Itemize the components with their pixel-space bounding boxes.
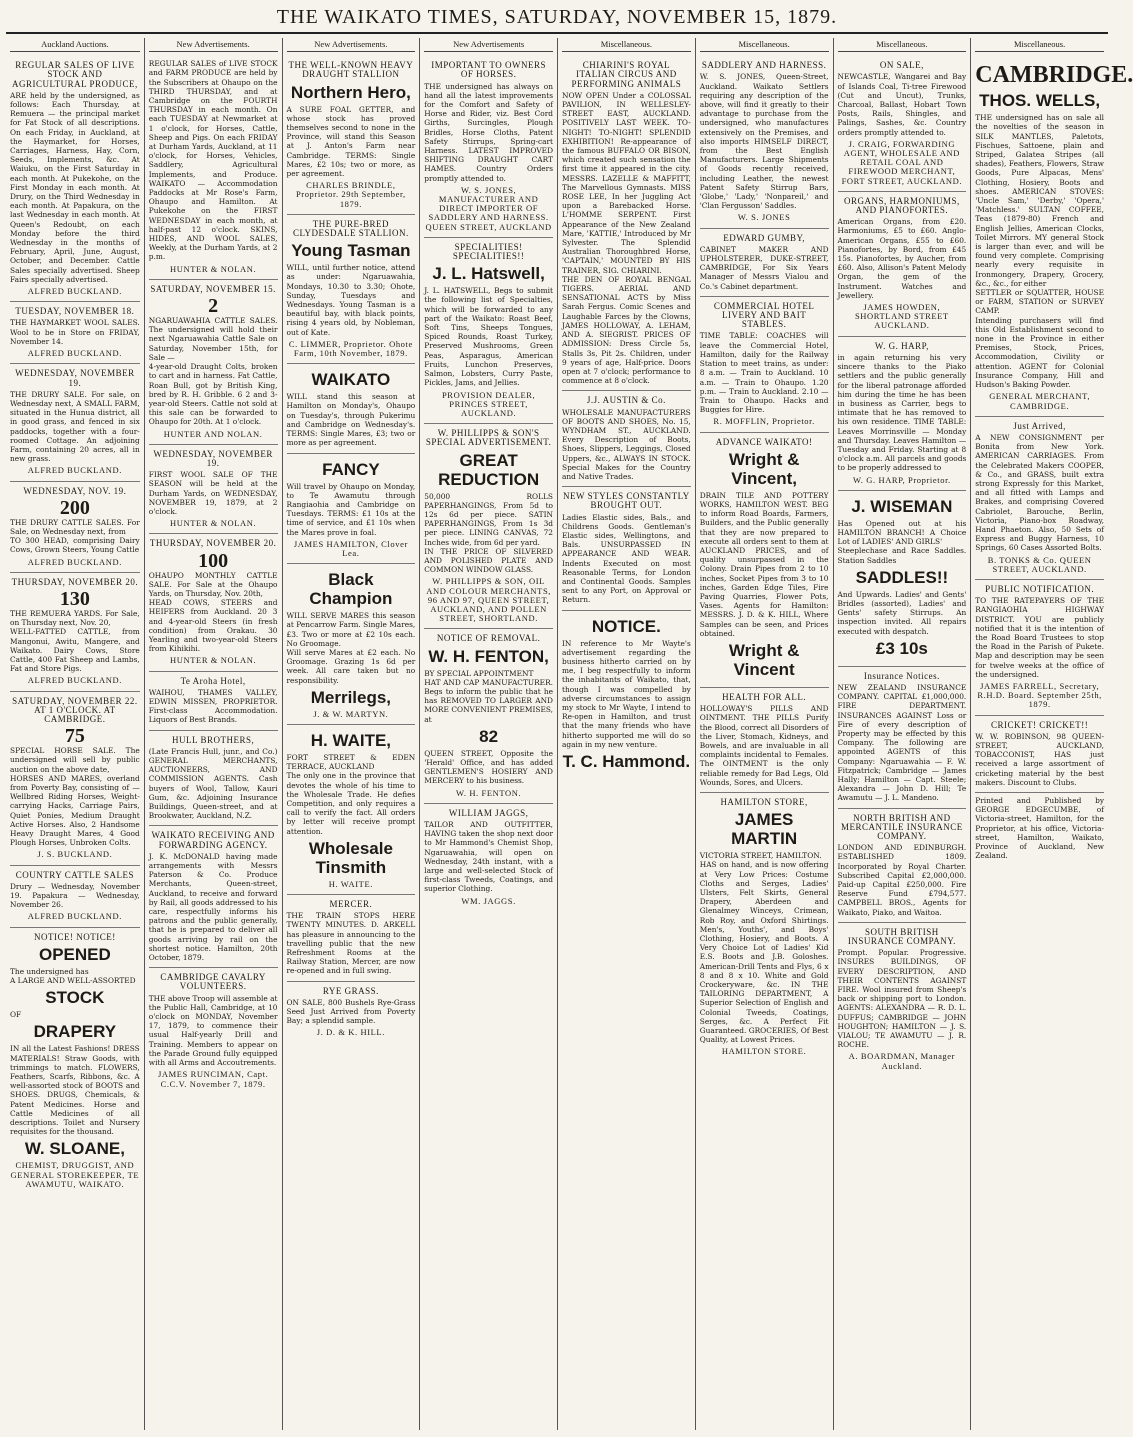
advertisement — [287, 56, 416, 215]
ad-body: VICTORIA STREET, HAMILTON. — [699, 851, 822, 861]
ad-signature: HUNTER & NOLAN. — [170, 518, 257, 529]
ad-big: NOTICE. — [591, 616, 661, 636]
ad-body: HOLLOWAY'S PILLS AND OINTMENT. THE PILLS Purify the Blood, correct all Disorders of the Liver, Stomach, Kidneys, and Bowels, and are invaluable in all complaints incidental to Females. The OINTMENT is the only reliable remedy for Bad Legs, Old Wounds, Sores, and Ulcers. — [699, 704, 829, 787]
advertisement — [424, 56, 553, 238]
ad-big: FANCY — [322, 459, 380, 479]
column-header: New Advertisements. — [149, 40, 278, 52]
ad-signature: ALFRED BUCKLAND. — [27, 556, 122, 567]
ad-heading: Te Aroha Hotel, — [180, 675, 246, 686]
ad-heading: HULL BROTHERS, — [172, 734, 255, 745]
advertisement — [149, 731, 278, 827]
ad-body: J. K. McDONALD having made arrangements with Messrs Paterson & Co. Produce Merchants, Queen-street, Auckland, to receive and forward by Rail, all goods addressed to his care, respectfully informs his patrons and the public generally, that he is prepared to deliver all goods arriving by rail on the shortest notice. Hamilton, 20th October, 1879. — [148, 851, 278, 963]
ad-big: H. WAITE, — [310, 730, 392, 750]
ad-heading: COMMERCIAL HOTEL LIVERY AND BAIT STABLES. — [713, 300, 815, 330]
ad-big: Merrilegs, — [310, 687, 392, 707]
ad-body: WILL, until further notice, attend as under: Ngaruawahia, Mondays, 10.30 to 3.30; Ohote, Sunday, Tuesdays and Wednesdays. Young Tasman is a beautiful bay, with black points, rising 4 years old, by Nobleman, out of Kate. — [286, 263, 416, 337]
advertisement — [700, 793, 829, 1062]
ad-body: THE DRURY CATTLE SALES. For Sale, on Wednesday next, from — [10, 517, 140, 536]
advertisement — [10, 692, 140, 866]
ad-signature: W. H. FENTON. — [456, 787, 522, 798]
ad-big: T. C. Hammond. — [562, 752, 691, 772]
advertisement — [149, 826, 278, 968]
ad-body: HAT AND CAP MANUFACTURER. Begs to inform the public that he has REMOVED TO LARGER AND MORE CONVENIENT PREMISES, at — [424, 677, 553, 724]
ad-signature: W. S. JONES — [737, 212, 791, 223]
ad-big: Young Tasman — [291, 241, 411, 261]
ad-body: BY SPECIAL APPOINTMENT — [424, 668, 534, 678]
ad-body: OHAUPO MONTHLY CATTLE SALE. For Sale at the Ohaupo Yards, on Thursday, Nov. 20th, — [148, 570, 278, 598]
ad-big: OPENED — [38, 944, 111, 964]
ad-body: LONDON AND EDINBURGH. ESTABLISHED 1809. Incorporated by Royal Charter. Subscribed Capital £2,000,000. Paid-up Capital £250,000. Fire Reserve Fund £794,577. CAMPBELL BROS., Agents for Waikato, Piako, and Waitoa. — [837, 843, 967, 917]
ad-heading: RYE GRASS. — [322, 985, 379, 996]
column-8 — [970, 38, 1133, 1430]
ad-heading: SADDLERY AND HARNESS. — [701, 60, 827, 71]
ad-number: 130 — [59, 587, 90, 610]
ad-big: J. WISEMAN — [851, 496, 953, 516]
ad-signature: GENERAL MERCHANT, CAMBRIDGE. — [989, 391, 1091, 411]
advertisement — [975, 417, 1104, 580]
column-4 — [419, 38, 557, 1430]
advertisement — [975, 716, 1104, 793]
advertisement — [838, 192, 967, 337]
ad-body: CABINET MAKER AND UPHOLSTERER, DUKE-STREET, CAMBRIDGE, For Six Years Manager of Messrs Vialou and Co.'s Cabinet department. — [699, 244, 829, 291]
ad-signature: JAMES HAMILTON, Clover Lea. — [293, 538, 408, 558]
advertisement — [287, 215, 416, 364]
ad-heading: EDWARD GUMBY, — [723, 232, 806, 243]
advertisement — [10, 482, 140, 573]
advertisement — [700, 433, 829, 688]
ad-heading: Just Arrived, — [1013, 420, 1066, 431]
ad-heading: REGULAR SALES OF LIVE STOCK AND AGRICULTURAL PRODUCE, — [11, 60, 138, 89]
ad-signature: R. MOFFLIN, Proprietor. — [713, 416, 815, 427]
ad-body: TIME TABLE: COACHES will leave the Commercial Hotel, Hamilton, daily for the Railway Station to meet trains, as under: 8 a.m. — Train to Auckland. 10 a.m. — Train to Ohaupo. 1.20 p.m. — Train to Auckland. 2.10 — Train to Ohaupo. Hacks and Buggies for Hire. — [699, 331, 829, 415]
ad-big: STOCK — [45, 988, 105, 1008]
advertisement — [287, 725, 416, 895]
ad-body: Will travel by Ohaupo on Monday, to Te Awamutu through Rangiaohia and Cambridge on Tuesdays. TERMS: £1 10s at the time of service, and £1 10s when the Mares prove in foal. — [286, 481, 416, 537]
advertisement — [424, 629, 553, 803]
advertisement — [838, 809, 967, 923]
ad-big: Northern Hero, — [290, 82, 411, 102]
ad-heading: CRICKET! CRICKET!! — [991, 719, 1089, 730]
ad-heading: NEW STYLES CONSTANTLY BROUGHT OUT. — [563, 491, 690, 511]
advertisement — [10, 573, 140, 692]
ad-heading: NOTICE! NOTICE! — [34, 931, 116, 942]
ad-heading: ON SALE, — [879, 60, 924, 71]
ad-heading: TUESDAY, NOVEMBER 18. — [15, 306, 135, 317]
ad-signature: HUNTER AND NOLAN. — [163, 428, 263, 439]
ad-heading: THE PURE-BRED CLYDESDALE STALLION. — [292, 218, 409, 239]
ad-body: in again returning his very sincere thanks to the Piako settlers and the public generally for the liberal patronage afforded him during the time he has been in business as Carrier, begs to intimate that he has removed to his own residence. TIME TABLE: Leaves Morrinsville — Monday and Thursday. Leaves Hamilton — Tuesday and Friday. Starting at 8 o'clock a.m. All parcels and goods to be properly addressed to — [837, 352, 967, 473]
ad-heading: CHIARINI'S ROYAL ITALIAN CIRCUS AND PERFORMING ANIMALS — [571, 60, 682, 89]
ad-signature: A. BOARDMAN, Manager Auckland. — [848, 1051, 956, 1071]
ad-body: ON SALE, 800 Bushels Rye-Grass Seed Just Arrived from Poverty Bay; a splendid sample. — [286, 997, 416, 1026]
advertisement — [149, 56, 278, 280]
ad-number: 2 — [208, 295, 219, 318]
ad-heading: THURSDAY, NOVEMBER 20. — [149, 538, 277, 549]
ad-body: THE above Troop will assemble at the Public Hall, Cambridge, at 10 o'clock on MONDAY, November 17, 1879, to commence their usual Half-yearly Drill and Training. Members to appear on the Parade Ground fully equipped with all Arms and Accoutrements. — [148, 993, 278, 1068]
column-header: New Advertisements — [424, 40, 553, 52]
ad-heading: COUNTRY CATTLE SALES — [15, 869, 134, 880]
advertisement — [700, 297, 829, 433]
ad-body: SPECIAL HORSE SALE. The undersigned will sell by public auction on the above date, — [10, 746, 140, 774]
ad-body: A NEW CONSIGNMENT per Bonita from New York. AMERICAN CARRIAGES. From the Celebrated Makers COOPER, & Co., and GRASS, built extra strong Expressly for this Market, and all fitted with Lamps and Brakes, and comprising Covered Cabriolet, Barouche, Berlin, Victoria, Piano-box Roadway, Hand Phaeton. Also, 50 Sets of Express and Buggy Harness, 10 Springs, 60 Cases Assorted Bolts. — [975, 432, 1104, 553]
column-5 — [557, 38, 695, 1430]
ad-heading: W. PHILLIPPS & SON'S SPECIAL ADVERTISEMENT. — [425, 428, 552, 448]
ad-heading: ADVANCE WAIKATO! — [715, 436, 813, 447]
ad-body: THE DEN OF ROYAL BENGAL TIGERS. AERIAL AND SENSATIONAL ACTS by Miss Sarah Fergus. Comic Scenes and Laughable Farces by the Clowns, JAMES HOLLOWAY, A. LEHAM, AND A. SIEGRIST. PRICES OF ADMISSION: Dress Circle 5s, Stalls 3s, Pit 2s. Children, under 9 years of age, Half-price. Doors open at 7 o'clock; performance to commence at 8 o'clock. — [562, 274, 691, 386]
advertisement — [700, 688, 829, 793]
ad-body: IN all the Latest Fashions! DRESS MATERIALS! Straw Goods, with trimmings to match. FLOWERS, Feathers, Scarfs, Ribbons, &c. A well-assorted stock of BOOTS and SHOES. DRUGS, Chemicals, & Patent Medicines. Horse and Cattle Medicines of all descriptions. Toilet and Nursery requisites for the thousand. — [10, 1044, 140, 1137]
column-header: New Advertisements. — [287, 40, 416, 52]
advertisement — [10, 866, 140, 928]
ad-body: FIRST WOOL SALE OF THE SEASON will be held at the Durham Yards, on WEDNESDAY, NOVEMBER 19, 1879, at 2 o'clock. — [148, 470, 278, 516]
ad-body: 4-year-old Draught Colts, broken to cart and in harness. Fat Cattle, Roan Bull, got by British King, bred by R. H. Gribble. 6 2 and 3-year-old Steers. Cattle not sold at this sale can be forwarded to Ohaupo for 20th. At 1 o'clock. — [148, 362, 278, 427]
ad-body: NOW OPEN Under a COLOSSAL PAVILION, IN WELLESLEY-STREET EAST, AUCKLAND. POSITIVELY LAST WEEK. TO-NIGHT! TO-NIGHT! SPLENDID EXHIBITION! Re-appearance of the famous BUFFALO OR BISON, which created such sensation the first time it appeared in the city. MESSRS. LAZELLE & MAFFITT, The Marvellous Gymnasts. MISS ROSE LEE, In her Juggling Act upon a Barebacked Horse. L'HOMME SERPENT. First Appearance of the New Zealand Mare, 'KATTIE,' Introduced by Mr Sylvester. The Splendid Australian Thoroughbred Horse, 'CAPTAIN,' MOUNTED BY HIS TRAINER, SIG. CHIARINI. — [562, 90, 691, 275]
page-columns — [6, 38, 1133, 1430]
ad-signature: HAMILTON STORE. — [721, 1046, 807, 1057]
ad-big: 82 — [479, 726, 499, 746]
column-6 — [695, 38, 833, 1430]
ad-big: W. H. FENTON, — [428, 646, 549, 666]
advertisement — [562, 487, 691, 610]
ad-signature: ALFRED BUCKLAND. — [27, 675, 122, 686]
advertisement — [10, 364, 140, 481]
ad-big: THOS. WELLS, — [979, 91, 1101, 111]
ad-signature: H. WAITE. — [328, 878, 373, 889]
ad-signature: WM. JAGGS. — [461, 895, 516, 906]
ad-heading: THURSDAY, NOVEMBER 20. — [11, 576, 139, 587]
ad-heading: HAMILTON STORE, — [720, 797, 808, 807]
ad-signature: HUNTER & NOLAN. — [170, 263, 257, 274]
advertisement — [149, 534, 278, 671]
advertisement — [424, 804, 553, 911]
column-header: Miscellaneous. — [562, 40, 691, 52]
ad-heading: WAIKATO RECEIVING AND FORWARDING AGENCY. — [151, 830, 275, 850]
ad-body: W. S. JONES, Queen-Street, Auckland. Waikato Settlers requiring any description of the above, will find it greatly to their advantage to purchase from the undersigned, who manufactures extensively on the Premises, and also imports HIMSELF DIRECT, from the Best English Manufacturers. Large Shipments of Goods recently received, including Leather, the newest Patent Safety Stirrup Bars, 'Globe,' 'Lady,' 'Nonpareil,' and 'Clan Fergusson' Saddles. — [699, 72, 829, 211]
advertisement — [10, 928, 140, 1194]
ad-body: Ladies Elastic sides, Bals., and Childrens Goods. Gentleman's Elastic sides, Wellingtons, and Bals. UNSURPASSED IN APPEARANCE AND WEAR. Indents Executed on most Reasonable Terms, for London and Continental Goods. Samples sent to any Port, on Approval or Return. — [562, 512, 691, 605]
ad-body: OF — [10, 1010, 22, 1020]
ad-body: WILL SERVE MARES this season at Pencarrow Farm. Single Mares, £3. Two or more at £2 10s each. No Groomage. — [286, 611, 416, 648]
ad-heading: PUBLIC NOTIFICATION. — [985, 583, 1095, 594]
ad-body: Has Opened out at his HAMILTON BRANCH! A Choice Lot of LADIES' AND GIRLS' — [837, 518, 967, 547]
ad-number: 75 — [64, 725, 85, 748]
ad-body: American Organs, from £20. Harmoniums, £5 to £60. Anglo-American Organs, £55 to £60. Pianofortes, by Bord, from £45 15s. Pianofortes, by Aucher, from £60. Also, Allison's Patent Melody Organ, the gem of the Instrument. Watches and Jewellery. — [837, 217, 967, 300]
ad-heading: MERCER. — [329, 898, 373, 909]
advertisement — [10, 56, 140, 302]
advertisement — [700, 229, 829, 297]
ad-heading: ORGANS, HARMONIUMS, AND PIANOFORTES. — [843, 195, 960, 216]
ad-signature: JAMES RUNCIMAN, Capt. C.C.V. November 7, 1879. — [157, 1069, 269, 1089]
ad-heading: NOTICE OF REMOVAL. — [436, 633, 541, 644]
ad-heading: CAMBRIDGE CAVALRY VOLUNTEERS. — [160, 972, 266, 992]
ad-body: A LARGE AND WELL-ASSORTED — [10, 976, 136, 986]
masthead-rule — [6, 32, 1108, 34]
advertisement — [838, 56, 967, 192]
ad-body: TO 300 HEAD, comprising Dairy Cows, Grown Steers, Young Cattle — [10, 536, 140, 555]
ad-body: (Late Francis Hull, junr., and Co.) GENERAL MERCHANTS, AUCTIONEERS, AND COMMISSION AGENTS. Cash buyers of Wool, Tallow, Kauri Gum, &c. Adjoining Insurance Buildings, Queen-street, and at Brookwater, Auckland, N.Z. — [148, 746, 278, 821]
ad-body: FORT STREET & EDEN TERRACE, AUCKLAND — [286, 752, 416, 772]
ad-body: Drury — Wednesday, November 19. Papakura — Wednesday, November 26. — [10, 881, 140, 910]
ad-big: Wholesale Tinsmith — [308, 838, 393, 877]
ad-body: The only one in the province that devotes the whole of his time to the Wholesale Trade. He defies Competition, and only requires a call to verify the fact. All orders by letter will receive prompt attention. — [286, 771, 416, 836]
ad-signature: ALFRED BUCKLAND. — [27, 286, 122, 297]
ad-heading: WEDNESDAY, NOVEMBER 19. — [153, 448, 273, 468]
ad-heading: WEDNESDAY, NOVEMBER 19. — [15, 368, 135, 388]
advertisement — [149, 672, 278, 731]
ad-body: Prompt. Popular. Progressive. INSURES BUILDINGS, OF EVERY DESCRIPTION, AND THEIR CONTENTS AGAINST FIRE. Wool insured from Sheep's back or shipping port to London. AGENTS: ALEXANDRA — R. D. L. DUFFUS; CAMBRIDGE — JOHN HOUGHTON; HAMILTON — J. S. VIALOU; TE AWAMUTU — J. R. ROCHE. — [837, 948, 967, 1050]
ad-big: WAIKATO — [311, 370, 391, 390]
ad-signature: CHARLES BRINDLE, Proprietor. 29th September, 1879. — [295, 180, 406, 209]
ad-body: HEAD COWS, STEERS and HEIFERS from Auckland. 20 3 and 4-year-old Steers (in fresh condition) from Orakau. 30 Yearling and two-year-old Steers from Kihikihi. — [148, 598, 278, 654]
ad-signature: ALFRED BUCKLAND. — [27, 465, 122, 476]
column-7 — [833, 38, 971, 1430]
ad-body: IN THE PRICE OF SILVERED AND POLISHED PLATE AND COMMON WINDOW GLASS. — [424, 546, 553, 575]
ad-heading: SATURDAY, NOVEMBER 15. — [150, 283, 276, 294]
ad-body: J. L. HATSWELL, Begs to submit the following list of Specialties, which will be forwarded to any part of the Waikato: Roast Beef, Soft Tins, Sheeps Tongues, Spiced Rounds, Roast Turkey, Preserved Mushrooms, Green Peas, Asparagus, American Fruits, Lunchon Preserves, Salmon, Lobsters, Curry Paste, Pickles, Jams, and Jellies. — [424, 286, 553, 388]
newspaper-title: THE WAIKATO TIMES, SATURDAY, NOVEMBER 15, 1879. — [276, 6, 838, 28]
column-header: Miscellaneous. — [975, 40, 1104, 52]
advertisement — [10, 302, 140, 364]
ad-big: DRAPERY — [33, 1022, 117, 1042]
ad-number: 200 — [59, 496, 90, 519]
ad-body: Intending purchasers will find this Old Establishment second to none in the Province in either Premises, Stock, Prices, Accommodation, Civility or attention. AGENT for Colonial Insurance Company, Hill and Hudson's Baking Powder. — [975, 315, 1104, 390]
advertisement — [424, 238, 553, 424]
ad-heading: WILLIAM JAGGS, — [448, 807, 529, 818]
advertisement — [975, 580, 1104, 716]
ad-body: A SURE FOAL GETTER, and whose stock has proved themselves second to none in the Province, will stand this Season at J. Anton's Farm near Cambridge. TERMS: Single Mares, £2 10s; two or more, as per agreement. — [286, 104, 416, 179]
ad-signature: C. LIMMER, Proprietor. Ohote Farm, 10th November, 1879. — [288, 338, 413, 359]
ad-body: THE TRAIN STOPS HERE TWENTY MINUTES. D. ARKELL has pleasure in announcing to the travelling public that the new Refreshment Rooms at the Railway Station, Mercer, are now re-opened and in full swing. — [286, 911, 416, 976]
advertisement — [287, 454, 416, 565]
ad-heading: W. G. HARP, — [874, 340, 929, 351]
ad-body: THE DRURY SALE. For sale, on Wednesday next, A SMALL FARM, situated in the Hunua district, all in good grass, and fenced in six paddocks, together with a four-roomed Cottage. An adjoining Farm, containing 20 acres, all in new grass. — [10, 389, 140, 464]
ad-body: IN reference to Mr Wayte's advertisement regarding the business hitherto carried on by me, I beg respectfully to inform the inhabitants of Waikato, that, though I was compelled by adverse circumstances to assign my stock to Mr Wayte, I intend to Re-open in Hamilton, and trust that the many friends who have hitherto supported me will do so again in my new venture. — [562, 638, 691, 749]
ad-body: HORSES AND MARES, overland from Poverty Bay, consisting of — Wellbred Riding Horses, Weight-carrying Hacks, Carriage Pairs, Quiet Ponies, Medium Draught Active Horses. Also, 2 Handsome Heavy Draught Mares, 4 Good Plough Horses, Unbroken Colts. — [10, 773, 140, 848]
ad-big: W. SLOANE, — [24, 1139, 125, 1159]
ad-body: Will serve Mares at £2 each. No Groomage. Grazing 1s 6d per week. All care taken but no responsibility. — [286, 647, 416, 685]
advertisement — [149, 445, 278, 535]
column-2 — [144, 38, 282, 1430]
advertisement — [424, 424, 553, 629]
ad-big: £3 10s — [875, 638, 928, 658]
ad-body: And Upwards. Ladies' and Gents' Bridles (assorted), Ladies' and Gents' safety Stirrups. An inspection invited. All repairs executed with despatch. — [837, 589, 967, 636]
advertisement — [975, 793, 1104, 865]
ad-body: WELL-FATTED CATTLE, from Mangonui, Awitu, Mangere, and Waikato. Dairy Cows, Store Cattle, 400 Fat Sheep and Lambs, Fat and Store Pigs. — [10, 627, 140, 674]
advertisement — [287, 364, 416, 453]
ad-signature: B. TONKS & Co. QUEEN STREET, AUCKLAND. — [987, 554, 1092, 574]
column-3 — [282, 38, 420, 1430]
ad-body: HAS on hand, and is now offering at Very Low Prices: Costume Cloths and Serges, Ladies' Ulsters, Felt Skirts, General Drapery, Aberdeen and Glenalmey Winceys, Crimean, Rob Roy, and Oxford Shirtings. Men's, Youths', and Boys' Clothing, Hosiery, and Boots. A Very Choice Lot of Ladies' Kid E.S. Boots and J.B. Goloshes. American-Drill Tents and Flys, 6 x 8 and 8 x 10. White and Gold Crockeryware, &c. IN THE TAILORING DEPARTMENT, A Superior Selection of English and Colonial Tweeds, Coatings, Serges, &c. A Perfect Fit Guaranteed. GROCERIES, Of Best Quality, at Lowest Prices. — [699, 860, 829, 1045]
ad-big: SADDLES!! — [855, 567, 949, 587]
advertisement — [838, 337, 967, 491]
ad-body: SETTLER or SQUATTER, HOUSE or FARM, STATION or SURVEY CAMP. — [975, 288, 1104, 316]
ad-big: GREAT REDUCTION — [438, 450, 540, 489]
ad-big: JAMES MARTIN — [731, 810, 798, 849]
ad-signature: J. CRAIG, FORWARDING AGENT, WHOLESALE AND RETAIL COAL AND FIREWOOD MERCHANT, FORT STREET, AUCKLAND. — [841, 138, 963, 186]
advertisement — [149, 280, 278, 445]
ad-body: Printed and Published by GEORGE EDGECUMBE, of Victoria-street, Hamilton, for the Proprietor, at his office, Victoria-street, Hamilton, Waikato, Province of Auckland, New Zealand. — [975, 796, 1104, 861]
ad-signature: JAMES FARRELL, Secretary, R.H.D. Board. September 25th, 1879. — [977, 680, 1102, 710]
ad-body: W. W. ROBINSON, 98 QUEEN-STREET, AUCKLAND, TOBACCONIST, HAS just received a large assortment of cricketing material by the best makers. Discount to Clubs. — [975, 731, 1104, 787]
ad-signature: CHEMIST, DRUGGIST, AND GENERAL STOREKEEPER, TE AWAMUTU, WAIKATO. — [10, 1160, 140, 1189]
ad-body: The undersigned has — [10, 966, 89, 976]
ad-heading: SATURDAY, NOVEMBER 22. AT 1 O'CLOCK. AT CAMBRIDGE. — [12, 695, 138, 724]
ad-big: J. L. Hatswell, — [432, 264, 545, 284]
advertisement — [287, 895, 416, 982]
ad-body: WAIHOU, THAMES VALLEY, EDWIN MISSEN, PROPRIETOR. First-class Accommodation. Liquors of Best Brands. — [148, 687, 278, 725]
ad-signature: W. PHILLIPPS & SON, OIL AND COLOUR MERCHANTS, 96 AND 97, QUEEN STREET, AUCKLAND, AND POLLEN STREET, SHORTLAND. — [426, 576, 551, 624]
masthead — [0, 0, 1114, 34]
ad-big: Black Champion — [309, 570, 393, 609]
advertisement — [975, 56, 1133, 417]
ad-body: REGULAR SALES of LIVE STOCK and FARM PRODUCE are held by the Subscribers at Ohaupo on the THIRD THURSDAY, and at Cambridge on the FOURTH THURSDAY in each month. On each TUESDAY at Newmarket at 1 o'clock, for Horses, Cattle, Sheep and Pigs. On each FRIDAY at Durham Yards, Auckland, at 11 o'clock, for Horses, Vehicles, Saddlery, Agricultural Implements, and Produce. WAIKATO — Accommodation Paddocks at Mr Rose's Farm, Ohaupo and Hamilton. At Pukekohe on the FIRST WEDNESDAY in each month, at half-past 12 o'clock. SKINS, HIDES, AND WOOL SALES, Weekly, at the Durham Yards, at 2 p.m. — [148, 59, 278, 262]
advertisement — [700, 56, 829, 228]
ad-body: TO THE RATEPAYERS OF THE RANGIAOHIA HIGHWAY DISTRICT. YOU are publicly notified that it is the intention of the Road Board Trustees to stop the Road in the Parish of Pukete. Map and description may be seen for twelve weeks at the office of the undersigned. — [975, 596, 1104, 679]
ad-heading: IMPORTANT TO OWNERS OF HORSES. — [431, 60, 546, 80]
ad-signature: JAMES HOWDEN, SHORTLAND STREET AUCKLAND. — [854, 302, 949, 331]
advertisement — [838, 667, 967, 809]
ad-big: Wright & Vincent, — [728, 449, 800, 488]
ad-heading: NORTH BRITISH AND MERCANTILE INSURANCE COMPANY. — [841, 812, 963, 842]
ad-signature: ALFRED BUCKLAND. — [27, 348, 122, 359]
ad-body: WILL stand this season at Hamilton on Monday's, Ohaupo on Tuesday's, through Pukerimu and Cambridge on Wednesday's. TERMS: Single Mares, £3; two or more as per agreement. — [286, 392, 416, 448]
ad-body: THE REMUERA YARDS. For Sale, on Thursday next, Nov. 20, — [10, 608, 140, 628]
ad-heading: HEALTH FOR ALL. — [722, 691, 807, 702]
advertisement — [838, 923, 967, 1076]
ad-body: 50,000 ROLLS PAPERHANGINGS, From 5d to 12s 6d per piece. SATIN PAPERHANGINGS, From 1s 3d per piece. LINING CANVAS, 72 Inches wide, from 6d per yard. — [424, 491, 553, 547]
column-header: Auckland Auctions. — [10, 40, 140, 52]
advertisement — [562, 391, 691, 487]
ad-signature: J. & W. MARTYN. — [313, 708, 389, 719]
ad-heading: Insurance Notices. — [863, 670, 940, 681]
ad-heading: WEDNESDAY, NOV. 19. — [23, 485, 127, 496]
ad-body: NEWCASTLE, Wangarei and Bay of Islands Coal, Ti-tree Firewood (Cut and Uncut), Trunks, Charcoal, Ballast, Hobart Town Posts, Rails, Shingles, and Palings, Sashes, &c. Country orders promptly attended to. — [837, 72, 967, 137]
column-header: Miscellaneous. — [700, 40, 829, 52]
column-header: Miscellaneous. — [838, 40, 967, 52]
ad-heading: THE WELL-KNOWN HEAVY DRAUGHT STALLION — [288, 60, 414, 80]
ad-signature: PROVISION DEALER, PRINCES STREET, AUCKLAND. — [441, 389, 536, 418]
ad-body: QUEEN STREET, Opposite the 'Herald' Office, and has added GENTLEMEN'S HOSIERY AND MERCERY to his business. — [424, 748, 553, 786]
advertisement — [562, 56, 691, 391]
advertisement — [149, 968, 278, 1093]
ad-body: NEW ZEALAND INSURANCE COMPANY. CAPITAL £1,000,000. FIRE DEPARTMENT. INSURANCES AGAINST Loss or Fire of every description of Property may be effected by this Company. The following are appointed AGENTS of this Company: Ngaruawahia — F. W. Fitzpatrick; Cambridge — James Hally; Hamilton — Capt. Steele; Alexandra — John D. Hill; Te Awamutu — J. L. Mandeno. — [837, 682, 967, 803]
ad-body: Steeplechase and Race Saddles. Station Saddles — [837, 546, 967, 565]
ad-signature: J. D. & K. HILL. — [316, 1027, 385, 1038]
ad-body: THE undersigned has always on hand all the latest improvements for the Comfort and Safety of Horse and Rider, viz. Best Cord Girths, Surcingles, Plough Bridles, Horse Cloths, Patent Safety Stirrups, Spring-cart Harness. LATEST IMPROVED SHIFTING DRAUGHT CART HAMES. Country Orders promptly attended to. — [424, 81, 553, 183]
ad-body: WHOLESALE MANUFACTURERS OF BOOTS AND SHOES, No. 15, WYNDHAM ST., AUCKLAND. Every Description of Boots, Shoes, Slippers, Leggings, Closed Uppers, &c., ALWAYS IN STOCK. Special Makes for the Country and Native Trades. — [562, 407, 691, 481]
ad-number: 100 — [198, 549, 229, 572]
advertisement — [562, 611, 691, 779]
ad-body: THE HAYMARKET WOOL SALES. Wool to be in Store on FRIDAY, November 14. — [10, 318, 140, 346]
ad-body: ARE held by the undersigned, as follows: Each Thursday, at Remuera — the principal market for Fat Stock of all descriptions. On each Friday, in Auckland, at the Haymarket, for Horses, Carriages, Harness, Hay, Corn, Seeds, Implements, &c. At Waiuku, on the First Saturday in each month. At Pukekohe, on the First Monday in each month. At Drury, on the Third Wednesday in each month. At Papakura, on the last Wednesday in each month. At Queen's Redoubt, on each Monday before the third Wednesday in the months of February, April, June, August, October, and December. Cattle Sales specially advertised. Sheep Fairs specially advertised. — [10, 90, 140, 284]
column-1 — [6, 38, 144, 1430]
ad-heading: J.J. AUSTIN & Co. — [586, 395, 666, 406]
ad-body: TAILOR AND OUTFITTER, HAVING taken the shop next door to Mr Hammond's Chemist Shop, Ngaruawahia, will open on Wednesday, 24th instant, with a large and well-selected Stock of first-class Tweeds, Coatings, and superior Clothing. — [424, 820, 553, 894]
ad-body: THE undersigned has on sale all the novelties of the season in SILK MANTLES, Paletots, Fischues, Sattoene, plain and Striped, Galatea Stripes (all shades), Feathers, Flowers, Straw Goods, Pure Alpacas, Mens' Clothing, Hosiery, Boots and shoes. AMERICAN STOVES: 'Uncle Sam,' 'Derby,' 'Opera,' 'Matchless.' SULTAN COFFEE, Teas (1879-80) French and English Jellies, American Clocks, Toilet Mirrors. MY general Stock is larger than ever, and will be found very complete. Comprising nearly every requisite in Ironmongery, Drapery, Grocery, &c., &c., for either — [975, 113, 1104, 288]
ad-signature: W. S. JONES, MANUFACTURER AND DIRECT IMPORTER OF SADDLERY AND HARNESS. QUEEN STREET, AUCKLAND — [425, 184, 552, 232]
advertisement — [838, 491, 967, 667]
ad-heading: SPECIALITIES! SPECIALITIES!! — [452, 241, 525, 262]
ad-signature: W. G. HARP, Proprietor. — [852, 474, 951, 485]
ad-signature: HUNTER & NOLAN. — [170, 655, 257, 666]
ad-big: Wright & Vincent — [728, 640, 800, 679]
ad-signature: J. S. BUCKLAND. — [37, 849, 113, 860]
ad-heading: SOUTH BRITISH INSURANCE COMPANY. — [847, 926, 956, 947]
advertisement — [287, 982, 416, 1043]
ad-body: DRAIN TILE AND POTTERY WORKS, HAMILTON WEST. BEG to inform Road Boards, Farmers, Builders, and the Public generally that they are now prepared to execute all orders sent to them at AUCKLAND PRICES, and of quality unsurpassed in the Colony. Drain Pipes from 2 to 10 inches, Socket Pipes from 3 to 10 inches, Garden Edge Tiles, Fire Paving Quarries, Flower Pots, Vases. Agents for Hamilton: MESSRS. J. D. & K. HILL, Where Samples can be seen, and Prices obtained. — [699, 490, 829, 638]
ad-signature: ALFRED BUCKLAND. — [27, 911, 122, 922]
ad-body: NGARUAWAHIA CATTLE SALES. The undersigned will hold their next Ngaruawahia Cattle Sale on Saturday, November 15th, for Sale — — [148, 316, 278, 362]
ad-huge: CAMBRIDGE. — [975, 62, 1133, 89]
advertisement — [287, 564, 416, 725]
